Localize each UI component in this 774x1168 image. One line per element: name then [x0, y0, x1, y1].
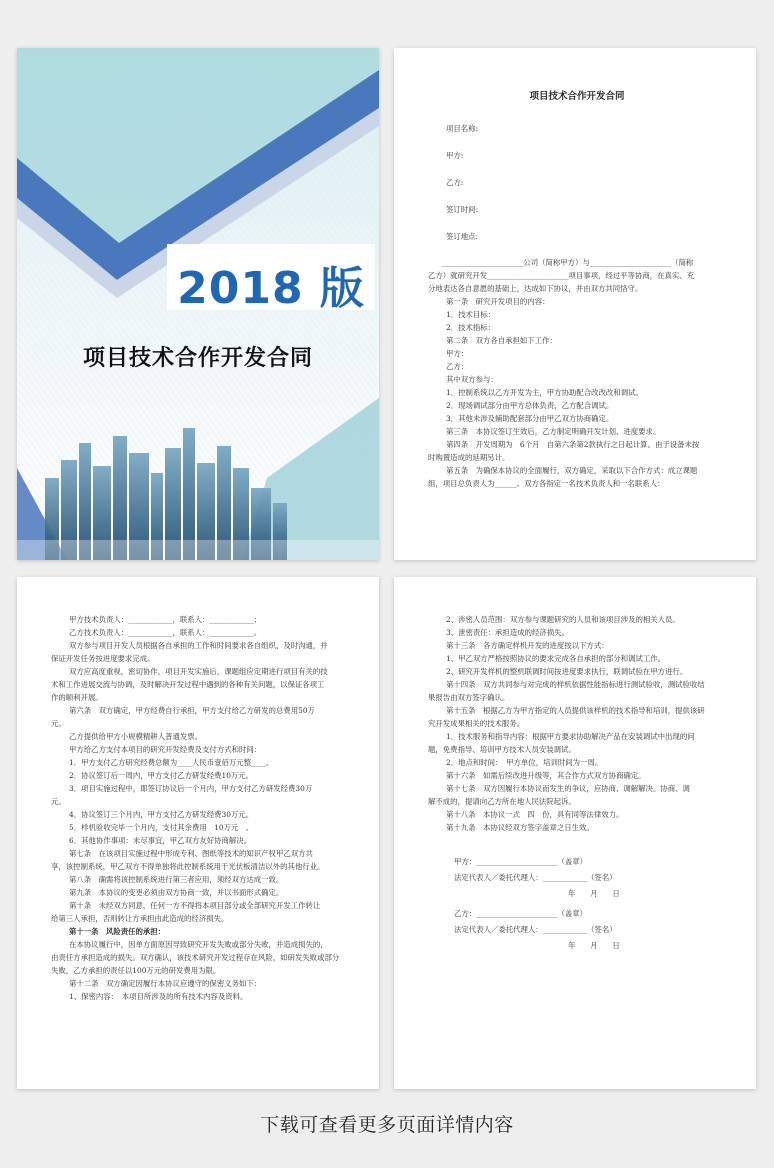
- body-line: 2．现场调试部分由甲方总体负责，乙方配合调试。: [446, 401, 614, 410]
- body-line: 乙方提供给甲方小规模精耕人普通发票。: [69, 732, 203, 741]
- body-line: 失败，乙方承担的责任以100万元的研发费用为限。: [51, 966, 221, 975]
- body-line: 给第三人承担，否则转让方承担由此造成的经济损失。: [51, 914, 229, 923]
- body-line: 双方参与项目开发人员根据各自承担的工作和时间要求各自组织，及时沟通，并: [69, 641, 328, 650]
- body-line: 第五条 为确保本协议的全面履行，双方确定，采取以下合作方式：成立课题: [446, 466, 698, 475]
- body-line: 第四条 开发周期为 6个月 自第六条第2款执行之日起计算。由于设备未按: [446, 440, 700, 449]
- body-line: 甲方技术负责人：____________，联系人：____________；: [69, 615, 262, 624]
- body-line: 1、甲乙双方严格按照协议的要求完成各自承担的部分和调试工作。: [446, 654, 666, 663]
- body-line: 作的顺利开展。: [51, 693, 103, 702]
- body-line: 时购置造成的延期另计。: [428, 453, 510, 462]
- page1-body: [428, 48, 726, 490]
- body-line: 果报告由双方签字确认。: [428, 693, 510, 702]
- body-line: 第十五条 根据乙方为甲方指定的人员提供该样机的技术指导和培训，提供该研: [446, 706, 705, 715]
- body-line: 第十七条 双方因履行本协议而发生的争议，应协商、调解解决。协商、调: [446, 784, 690, 793]
- body-line: 第六条 双方确定，甲方经费自行承担，甲方支付给乙方研发的总费用50万: [69, 706, 315, 715]
- body-line: 第十六条 如需后续改进升级等，其合作方式双方协商确定。: [446, 771, 646, 780]
- body-line: 第十四条 双方共同参与对完成的样机依据性能指标进行测试验收，测试验收结: [446, 680, 705, 689]
- body-line: 1．控制系统以乙方开发为主，甲方协助配合改改改和调试。: [446, 388, 643, 397]
- body-line: 第十三条 各方确定样机开发的进度按以下方式：: [446, 641, 609, 650]
- body-line: 1、保密内容： 本项目所涉及的所有技术内容及资料。: [69, 992, 248, 1001]
- year-badge: [167, 244, 375, 314]
- download-prompt[interactable]: 下载可查看更多页面详情内容: [260, 1114, 514, 1136]
- body-line: 术和工作进展交流与协调，及时解决开发过程中遇到的各种有关问题，以保证各项工: [51, 680, 325, 689]
- body-line: 3、泄密责任：承担造成的经济损失。: [446, 628, 569, 637]
- body-line: 双方应高度重视，密切协作，项目开发实施后，课题组应定期进行项目有关的技: [69, 667, 328, 676]
- body-line: 乙方技术负责人：____________，联系人：____________。: [69, 628, 262, 637]
- body-line: 元。: [51, 719, 66, 728]
- body-line: 3．项目实施过程中，即签订协议后一个月内，甲方支付乙方研发经费30万: [69, 784, 313, 793]
- body-line: 享，该控制系统，甲乙双方不得单独将此控制系统用于光伏板清洁以外的其他行业。: [51, 862, 325, 871]
- body-line: 由责任方承担造成的损失。双方确认，该技术研究开发过程存在风险，如研发失败或部分: [51, 953, 340, 962]
- contract-title: 项目技术合作开发合同: [529, 91, 625, 102]
- document-page-2[interactable]: [17, 577, 379, 1089]
- body-line: 第九条 本协议的变更必须由双方协商一致，并以书面形式确定。: [69, 888, 284, 897]
- body-line: 乙方）就研究开发______________________项目事项，经过平等协商，在真实、充: [428, 271, 695, 280]
- body-line: 乙方：: [446, 362, 469, 371]
- body-line: 1．技术服务和指导内容：根据甲方要求协助解决产品在安装调试中出现的问: [446, 732, 695, 741]
- page3-body: [428, 613, 726, 954]
- body-line: 甲方：: [446, 349, 469, 358]
- body-line: 题，免费指导、培训甲方技术人员安装调试。: [428, 745, 576, 754]
- body-line: ______________________公司（简称甲方）与______________________（简称: [442, 258, 694, 267]
- body-line: 4．协议签订三个月内，甲方支付乙方研发经费30万元。: [69, 810, 254, 819]
- body-line: 第十九条 本协议经双方签字盖章之日生效。: [446, 823, 594, 832]
- body-line: 解不成的，提请向乙方所在地人民法院起诉。: [428, 797, 576, 806]
- signature-date-b: 年 月 日: [568, 941, 620, 950]
- signature-party-a: 甲方：______________________（盖章）: [454, 857, 588, 866]
- signature-party-b: 乙方：______________________（盖章）: [454, 909, 588, 918]
- field-project-name: 项目名称:: [446, 124, 479, 133]
- body-line: 第十二条 双方确定因履行本协议应遵守的保密义务如下：: [69, 979, 262, 988]
- body-line: 第三条 本协议签订生效后，乙方制定明确开发计划、进度要求。: [446, 427, 661, 436]
- page2-body: [51, 613, 349, 1003]
- field-party-b: 乙方:: [446, 178, 464, 187]
- body-line: 第十八条 本协议一式 四 份，具有同等法律效力。: [446, 810, 624, 819]
- body-line: 3．其他未涉及辅助配套部分由甲乙双方协商确定。: [446, 414, 614, 423]
- body-line: 第十条 未经双方同意，任何一方不得将本项目部分或全部研究开发工作转让: [69, 901, 321, 910]
- body-line: 第十一条 风险责任的承担：: [69, 927, 166, 936]
- field-party-a: 甲方:: [446, 151, 464, 160]
- body-line: 分地表达各自意愿的基础上，达成如下协议，并由双方共同恪守。: [428, 284, 643, 293]
- body-line: 2、涉密人员范围：双方参与课题研究的人员和该项目涉及的相关人员。: [446, 615, 680, 624]
- cover-title: 项目技术合作开发合同: [82, 346, 313, 371]
- body-line: 2．协议签订后一周内，甲方支付乙方研发经费10万元。: [69, 771, 254, 780]
- signature-rep-b: 法定代表人／委托代理人：____________（签名）: [454, 925, 617, 934]
- body-line: 1．技术目标：: [446, 310, 496, 319]
- document-page-3[interactable]: [394, 577, 756, 1089]
- document-page-1[interactable]: [394, 48, 756, 560]
- field-sign-place: 签订地点:: [446, 232, 479, 241]
- body-line: 6．其他协作事项：未尽事宜，甲乙双方友好协商解决。: [69, 836, 252, 845]
- body-line: 2．地点和时间： 甲方单位，培训时间为一周。: [446, 758, 603, 767]
- body-line: 其中双方参与：: [446, 375, 498, 384]
- body-line: 究开发成果相关的技术服务。: [428, 719, 525, 728]
- signature-rep-a: 法定代表人／委托代理人：____________（签名）: [454, 873, 617, 882]
- body-line: 在本协议履行中，因单方面原因导致研究开发失败或部分失败，并造成损失的，: [69, 940, 328, 949]
- field-sign-time: 签订时间:: [446, 205, 479, 214]
- body-line: 2、研究开发样机的整机联调时间按进度要求执行，联调试验在甲方进行。: [446, 667, 688, 676]
- body-line: 第八条 确需将该控制系统进行第三者应用，须经双方达成一致。: [69, 875, 284, 884]
- cover-page[interactable]: [17, 48, 379, 560]
- year-label: 2018 版: [177, 263, 365, 314]
- body-line: 第二条 双方各自承担如下工作：: [446, 336, 557, 345]
- body-line: 甲方给乙方支付本项目的研究开发经费及支付方式和时间：: [69, 745, 262, 754]
- body-line: 元。: [51, 797, 66, 806]
- body-line: 5．样机验收完毕一个月内，支付其余费用 10万元 。: [69, 823, 254, 832]
- signature-date-a: 年 月 日: [568, 889, 620, 898]
- body-line: 1．甲方支付乙方研究经费总额为____人民币壹佰万元整____。: [69, 758, 274, 767]
- body-line: 2．技术指标：: [446, 323, 496, 332]
- body-line: 组，项目总负责人为______。双方各指定一名技术负责人和一名联系人：: [428, 479, 665, 488]
- body-line: 第七条 在该项目实施过程中形成专利、图纸等技术的知识产权甲乙双方共: [69, 849, 313, 858]
- body-line: 第一条 研究开发项目的内容：: [446, 297, 550, 306]
- body-line: 保证开发任务按进度要求完成。: [51, 654, 155, 663]
